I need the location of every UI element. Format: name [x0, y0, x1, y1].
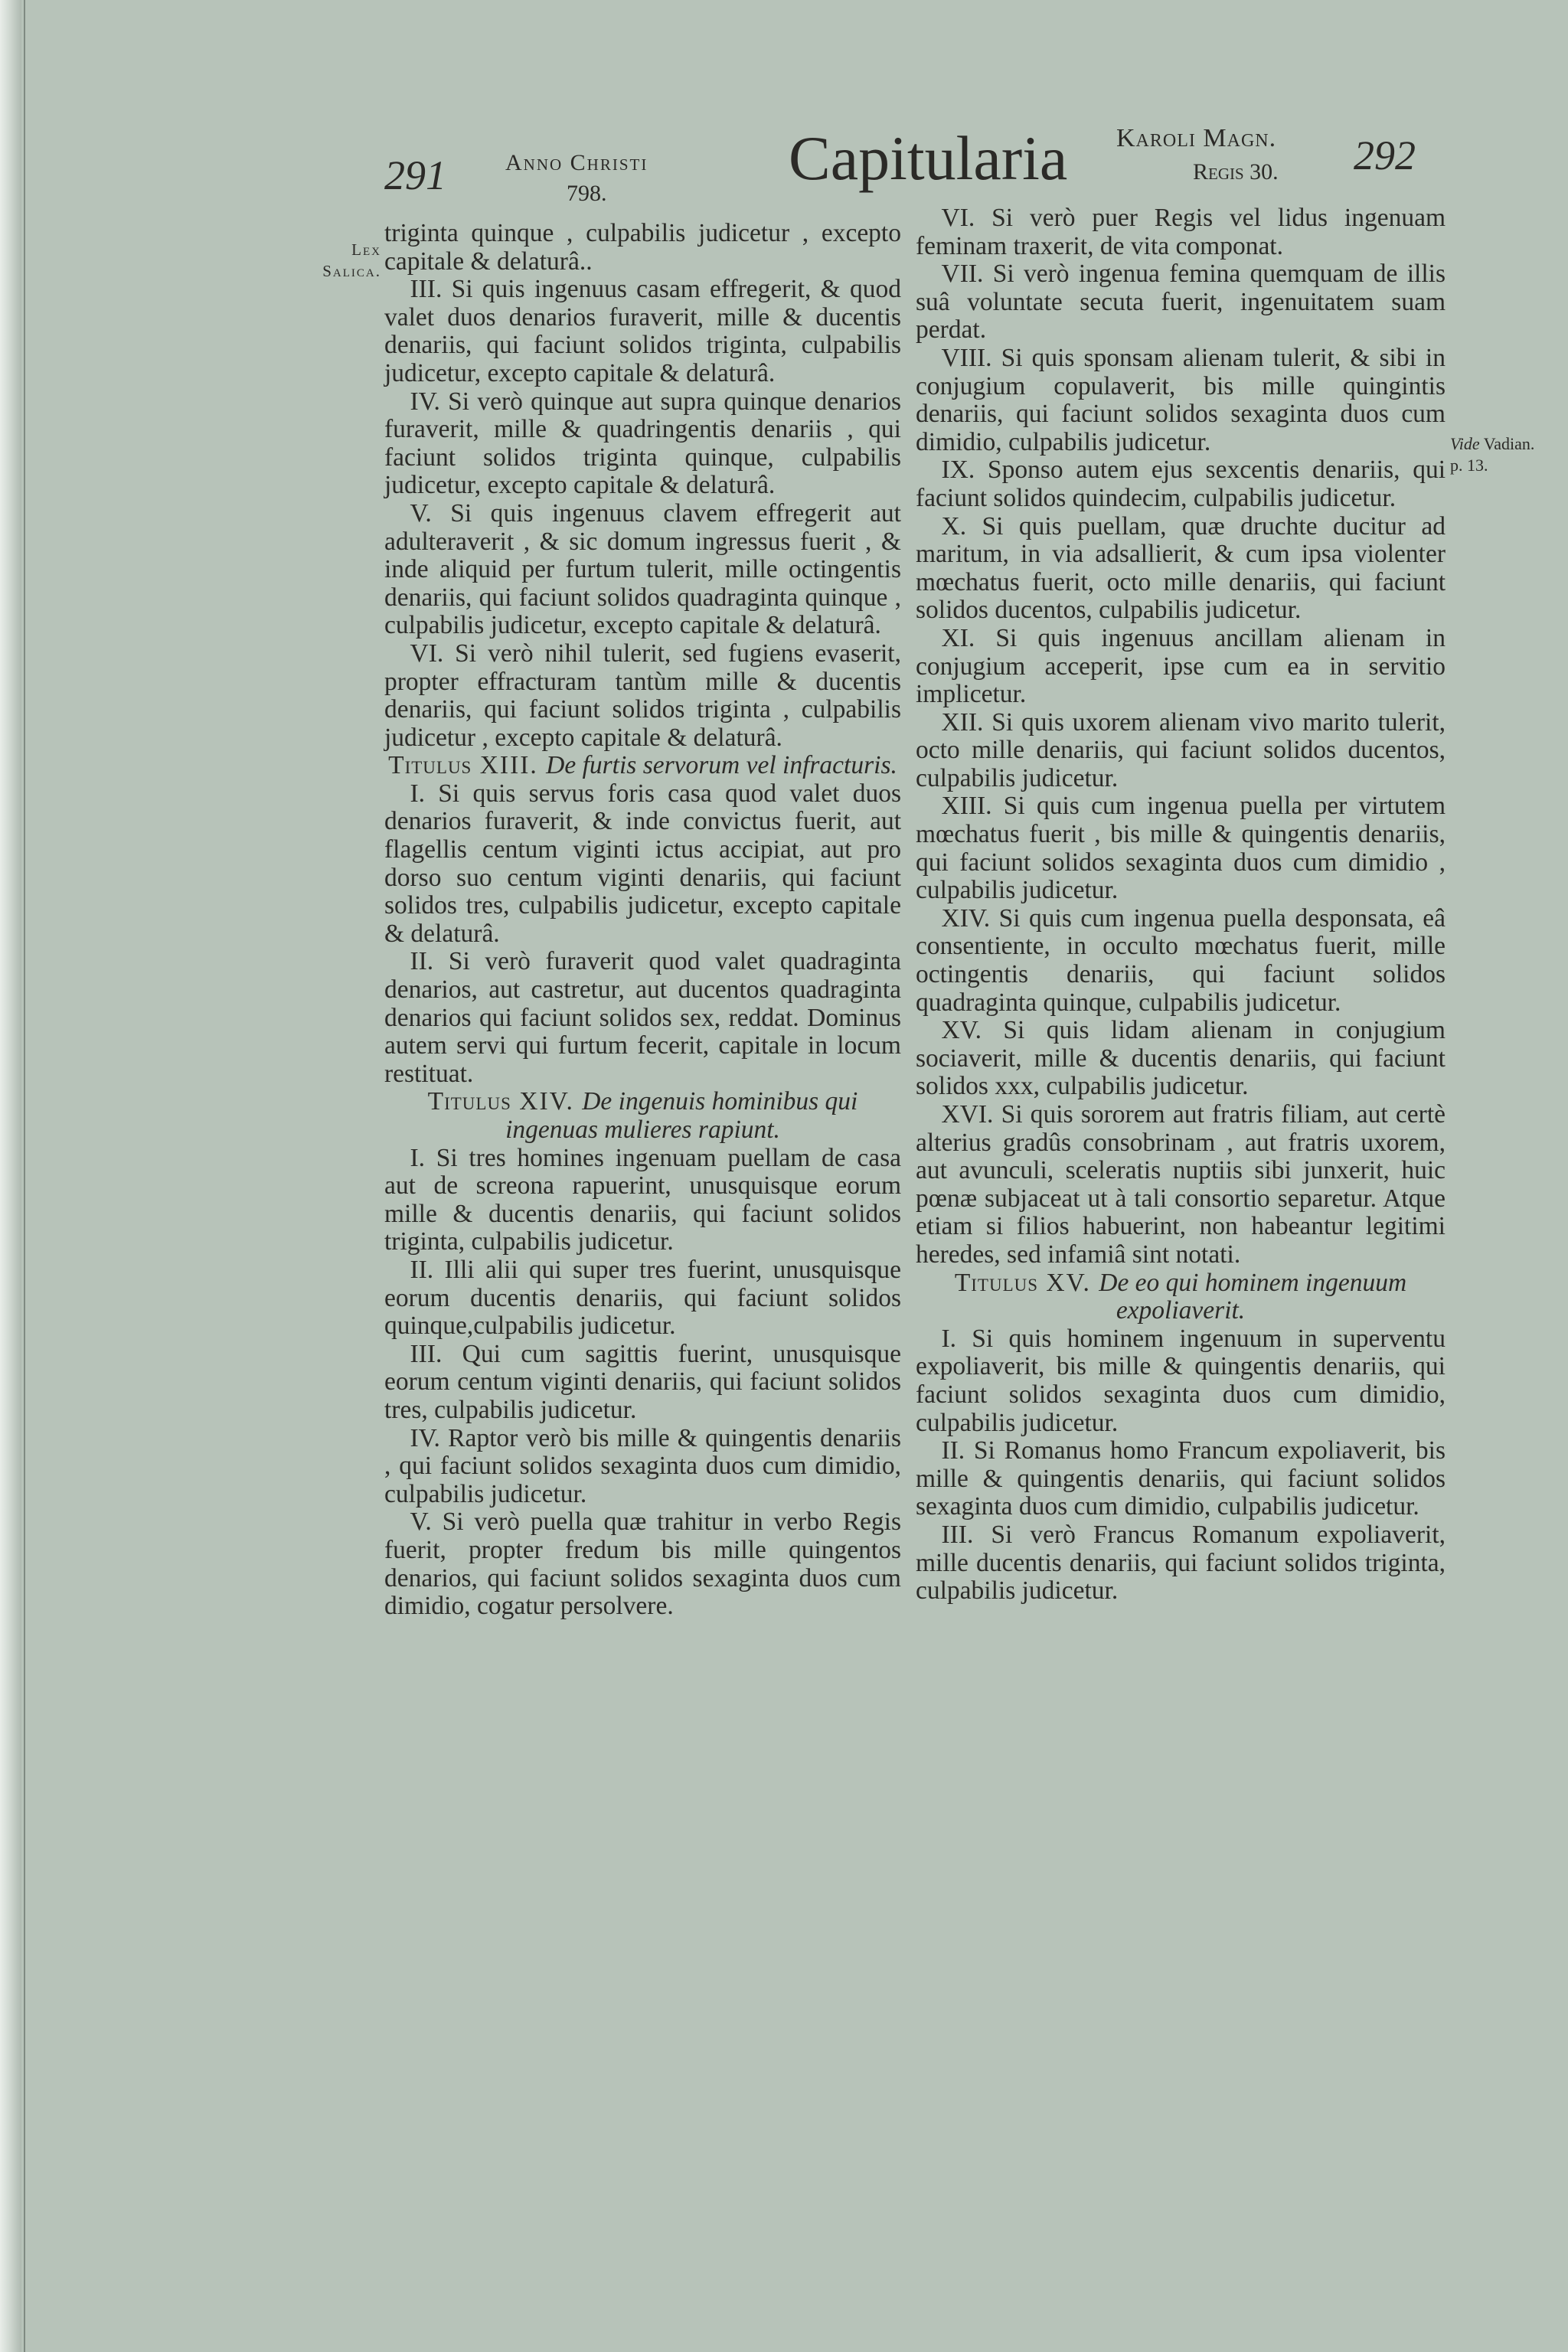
law-paragraph: I. Si quis servus foris casa quod valet duos denarios furaverit, & inde convictus fuerit, aut flagellis centum viginti ictus accipiat, aut pro dorso suo centum viginti denariis, qui faciunt solidos tres, culpabilis judicetur, excepto capitale & delaturâ. [384, 779, 901, 948]
law-paragraph: XVI. Si quis sororem aut fratris filiam, aut certè alterius gradûs consobrinam , aut fratris uxorem, aut avunculi, sceleratis nuptiis sibi junxerit, huic pœnæ subjaceat ut à tali consortio separetur. Atque etiam si filios habuerint, non habeantur legitimi heredes, sed infamiâ sint notati. [916, 1100, 1446, 1269]
law-paragraph: V. Si verò puella quæ trahitur in verbo Regis fuerit, propter fredum bis mille quingentos denarios, qui faciunt solidos sexaginta duos cum dimidio, cogatur persolvere. [384, 1508, 901, 1621]
gutter-rule [24, 0, 25, 2352]
titulus-heading [384, 752, 901, 780]
titulus-subject: De eo qui hominem ingenuum expoliaverit. [1099, 1268, 1407, 1325]
law-paragraph: XIII. Si quis cum ingenua puella per virtutem mœchatus fuerit , bis mille & quingentis denariis, qui faciunt solidos sexaginta duos cum dimidio , culpabilis judicetur. [916, 792, 1446, 905]
titulus-label: Titulus [388, 751, 472, 780]
law-paragraph: II. Si Romanus homo Francum expoliaverit, bis mille & quingentis denariis, qui faciunt solidos sexaginta duos cum dimidio, culpabilis judicetur. [916, 1436, 1446, 1521]
law-paragraph: XI. Si quis ingenuus ancillam alienam in conjugium acceperit, ipse cum ea in servitio implicetur. [916, 623, 1446, 709]
margin-note-vide-ref: Vadian. p. 13. [1450, 434, 1535, 475]
page-number-left: 291 [384, 152, 446, 198]
law-paragraph: XIV. Si quis cum ingenua puella desponsata, eâ consentiente, in occulto mœchatus fuerit, mille octingentis denariis, qui faciunt solidos quadraginta quinque, culpabilis judicetur. [916, 903, 1446, 1017]
law-paragraph: IX. Sponso autem ejus sexcentis denariis, qui faciunt solidos quindecim, culpabilis judicetur. [916, 456, 1446, 512]
law-paragraph: VIII. Si quis sponsam alienam tulerit, & sibi in conjugium copulaverit, bis mille quingintis denariis, qui faciunt solidos sexaginta duos cum dimidio, culpabilis judicetur. [916, 343, 1446, 456]
law-paragraph: III. Si quis ingenuus casam effregerit, & quod valet duos denarios furaverit, mille & ducentis denariis, qui faciunt solidos triginta, culpabilis judicetur, excepto capitale & delaturâ. [384, 275, 901, 387]
karoli-magn-label: Karoli Magn. [1116, 124, 1277, 152]
law-paragraph: III. Qui cum sagittis fuerint, unusquisque eorum centum viginti denariis, qui faciunt solidos tres, culpabilis judicetur. [384, 1339, 901, 1424]
law-paragraph: II. Si verò furaverit quod valet quadraginta denarios, aut castretur, aut ducentos quadraginta denarios qui faciunt solidos sex, reddat. Dominus autem servi qui furtum fecerit, capitale in locum restituat. [384, 947, 901, 1088]
year-label: 798. [567, 181, 607, 206]
margin-note-lex-salica: Lex Salica. [322, 240, 381, 280]
titulus-label: Titulus [427, 1087, 511, 1116]
running-title: Capitularia [789, 123, 1068, 193]
law-paragraph: X. Si quis puellam, quæ druchte ducitur ad maritum, in via adsallierit, & cum ipsa violenter mœchatus fuerit, octo mille denariis, qui faciunt solidos ducentos, culpabilis judicetur. [916, 511, 1446, 625]
page-header [0, 0, 1568, 230]
law-paragraph: VII. Si verò ingenua femina quemquam de illis suâ voluntate secuta fuerit, ingenuitatem suam perdat. [916, 260, 1446, 345]
titulus-subject: De furtis servorum vel infracturis. [546, 751, 897, 780]
law-paragraph: I. Si tres homines ingenuam puellam de casa aut de screona rapuerint, unusquisque eorum mille & ducentis denariis, qui faciunt solidos triginta, culpabilis judicetur. [384, 1143, 901, 1256]
titulus-heading [916, 1269, 1446, 1325]
page-number-right: 292 [1354, 132, 1416, 178]
law-paragraph: VI. Si verò nihil tulerit, sed fugiens evaserit, propter effracturam tantùm mille & ducentis denariis, qui faciunt solidos triginta , culpabilis judicetur , excepto capitale & delaturâ. [384, 639, 901, 752]
law-paragraph: XV. Si quis lidam alienam in conjugium sociaverit, mille & ducentis denariis, qui faciunt solidos xxx, culpabilis judicetur. [916, 1016, 1446, 1101]
law-paragraph: triginta quinque , culpabilis judicetur , excepto capitale & delaturâ.. [384, 219, 901, 276]
titulus-subject: De ingenuis hominibus qui ingenuas mulieres rapiunt. [505, 1087, 858, 1144]
law-paragraph: V. Si quis ingenuus clavem effregerit aut adulteraverit , & sic domum ingressus fuerit , & inde aliquid per furtum tulerit, mille octingentis denariis, qui faciunt solidos quadraginta quinque , culpabilis judicetur, excepto capitale & delaturâ. [384, 498, 901, 640]
law-paragraph: II. Illi alii qui super tres fuerint, unusquisque eorum ducentis denariis, qui faciunt solidos quinque,culpabilis judicetur. [384, 1255, 901, 1341]
law-paragraph: IV. Si verò quinque aut supra quinque denarios furaverit, mille & quadringentis denariis , qui faciunt solidos triginta quinque, culpabilis judicetur, excepto capitale & delaturâ. [384, 387, 901, 500]
titulus-number: XIII. [472, 751, 547, 780]
margin-note-vide-word: Vide [1450, 434, 1480, 453]
margin-note-vide [1450, 433, 1550, 476]
titulus-heading [384, 1088, 901, 1144]
law-paragraph: VI. Si verò puer Regis vel lidus ingenuam feminam traxerit, de vita componat. [916, 204, 1446, 260]
law-paragraph: III. Si verò Francus Romanum expoliaverit, mille ducentis denariis, qui faciunt solidos triginta, culpabilis judicetur. [916, 1520, 1446, 1606]
regis-label: Regis 30. [1193, 159, 1279, 185]
law-paragraph: I. Si quis hominem ingenuum in superventu expoliaverit, bis mille & quingentis denariis, qui faciunt solidos sexaginta duos cum dimidio, culpabilis judicetur. [916, 1324, 1446, 1437]
titulus-number: XIV. [511, 1087, 583, 1116]
book-gutter [0, 0, 21, 2352]
titulus-number: XV. [1038, 1268, 1099, 1297]
left-text-column [384, 220, 901, 1621]
anno-christi-label: Anno Christi [505, 150, 648, 175]
law-paragraph: XII. Si quis uxorem alienam vivo marito tulerit, octo mille denariis, qui faciunt solidos ducentos, culpabilis judicetur. [916, 707, 1446, 792]
titulus-label: Titulus [954, 1268, 1039, 1297]
right-text-column [916, 204, 1446, 1606]
law-paragraph: IV. Raptor verò bis mille & quingentis denariis , qui faciunt solidos sexaginta duos cum dimidio, culpabilis judicetur. [384, 1423, 901, 1508]
